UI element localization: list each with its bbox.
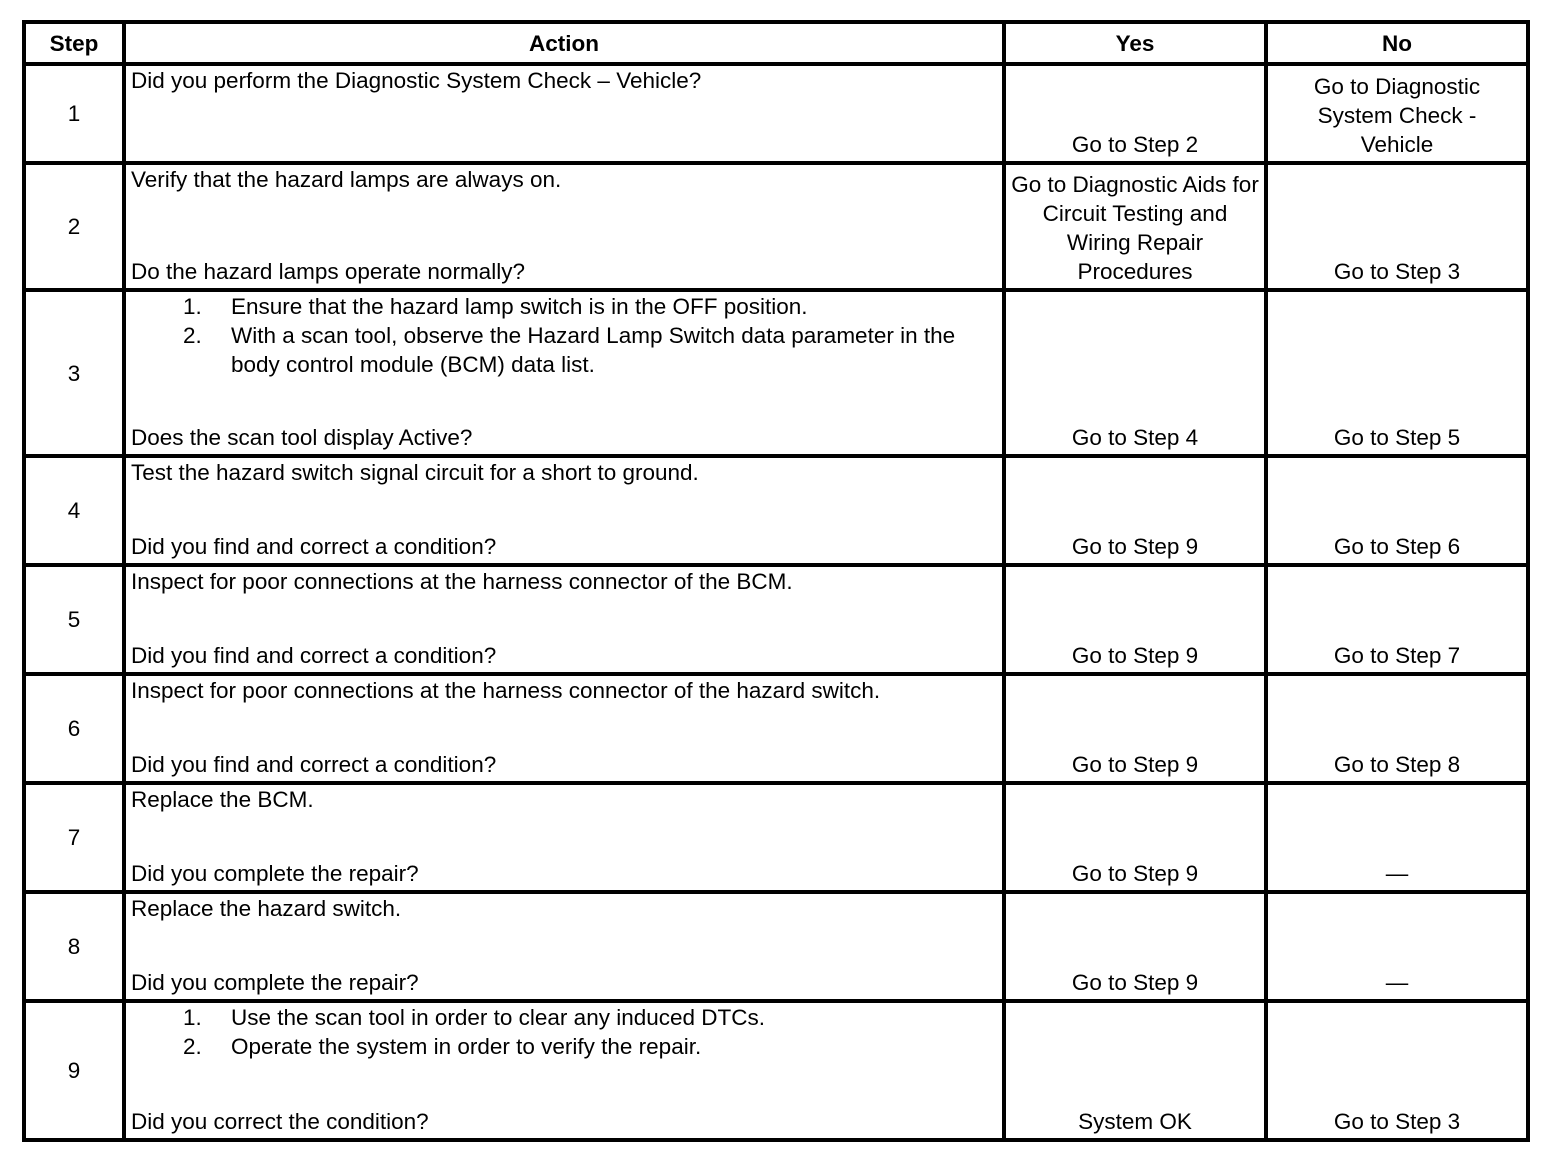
action-question: Did you correct the condition? <box>131 1109 429 1134</box>
substep-text: With a scan tool, observe the Hazard Lamp Switch data parameter in the body control module (BCM) data list. <box>231 323 956 377</box>
no-cell: Go to Diagnostic System Check - Vehicle <box>1266 64 1528 163</box>
action-instruction: Test the hazard switch signal circuit for a short to ground. <box>131 460 699 485</box>
action-cell <box>124 892 1004 1001</box>
step-number: 5 <box>24 565 124 674</box>
substep-text: Use the scan tool in order to clear any induced DTCs. <box>231 1005 766 1030</box>
header-row <box>24 22 1528 64</box>
yes-cell: Go to Step 4 <box>1004 290 1266 456</box>
substep-number: 2. <box>183 323 202 348</box>
substep-list <box>131 292 996 379</box>
action-cell <box>124 565 1004 674</box>
action-instruction: Verify that the hazard lamps are always on. <box>131 167 562 192</box>
yes-cell: Go to Step 9 <box>1004 783 1266 892</box>
substep-text: Operate the system in order to verify the repair. <box>231 1034 702 1059</box>
yes-cell: Go to Step 9 <box>1004 674 1266 783</box>
step-number: 4 <box>24 456 124 565</box>
step-number: 9 <box>24 1001 124 1140</box>
action-question: Does the scan tool display Active? <box>131 425 473 450</box>
no-cell: — <box>1266 783 1528 892</box>
no-cell: Go to Step 8 <box>1266 674 1528 783</box>
substep-item <box>131 292 996 321</box>
action-instruction: Replace the BCM. <box>131 787 314 812</box>
action-instruction: Replace the hazard switch. <box>131 896 402 921</box>
action-instruction: Inspect for poor connections at the harness connector of the hazard switch. <box>131 678 881 703</box>
table-row <box>24 64 1528 163</box>
action-instruction: Inspect for poor connections at the harness connector of the BCM. <box>131 569 793 594</box>
substep-number: 2. <box>183 1034 202 1059</box>
action-question: Did you complete the repair? <box>131 970 419 995</box>
step-number: 8 <box>24 892 124 1001</box>
substep-item <box>131 1003 996 1032</box>
diagnostic-table <box>22 20 1530 1142</box>
yes-cell: Go to Step 2 <box>1004 64 1266 163</box>
substep-text: Ensure that the hazard lamp switch is in the OFF position. <box>231 294 808 319</box>
step-number: 2 <box>24 163 124 290</box>
table-row <box>24 290 1528 456</box>
no-cell: — <box>1266 892 1528 1001</box>
action-question: Do the hazard lamps operate normally? <box>131 259 525 284</box>
yes-cell: Go to Step 9 <box>1004 892 1266 1001</box>
yes-cell: Go to Step 9 <box>1004 456 1266 565</box>
yes-cell: System OK <box>1004 1001 1266 1140</box>
table-row <box>24 674 1528 783</box>
table-row <box>24 783 1528 892</box>
header-step: Step <box>24 22 124 64</box>
yes-cell: Go to Diagnostic Aids for Circuit Testing and Wiring Repair Procedures <box>1004 163 1266 290</box>
action-cell <box>124 456 1004 565</box>
header-no: No <box>1266 22 1528 64</box>
substep-number: 1. <box>183 1005 202 1030</box>
substep-item <box>131 1032 996 1061</box>
action-cell <box>124 783 1004 892</box>
step-number: 1 <box>24 64 124 163</box>
substep-item <box>131 321 996 379</box>
substep-list <box>131 1003 996 1061</box>
no-cell: Go to Step 3 <box>1266 1001 1528 1140</box>
action-question: Did you find and correct a condition? <box>131 534 497 559</box>
header-yes: Yes <box>1004 22 1266 64</box>
action-cell <box>124 163 1004 290</box>
step-number: 7 <box>24 783 124 892</box>
step-number: 3 <box>24 290 124 456</box>
action-cell <box>124 1001 1004 1140</box>
table-row <box>24 892 1528 1001</box>
action-instruction: Did you perform the Diagnostic System Check – Vehicle? <box>131 68 702 93</box>
table-row <box>24 456 1528 565</box>
table-row <box>24 163 1528 290</box>
table-row <box>24 1001 1528 1140</box>
no-cell: Go to Step 3 <box>1266 163 1528 290</box>
action-question: Did you find and correct a condition? <box>131 752 497 777</box>
action-cell <box>124 64 1004 163</box>
table-row <box>24 565 1528 674</box>
yes-cell: Go to Step 9 <box>1004 565 1266 674</box>
step-number: 6 <box>24 674 124 783</box>
action-cell <box>124 674 1004 783</box>
no-cell: Go to Step 7 <box>1266 565 1528 674</box>
action-question: Did you complete the repair? <box>131 861 419 886</box>
no-cell: Go to Step 6 <box>1266 456 1528 565</box>
no-cell: Go to Step 5 <box>1266 290 1528 456</box>
header-action: Action <box>124 22 1004 64</box>
substep-number: 1. <box>183 294 202 319</box>
action-question: Did you find and correct a condition? <box>131 643 497 668</box>
action-cell <box>124 290 1004 456</box>
